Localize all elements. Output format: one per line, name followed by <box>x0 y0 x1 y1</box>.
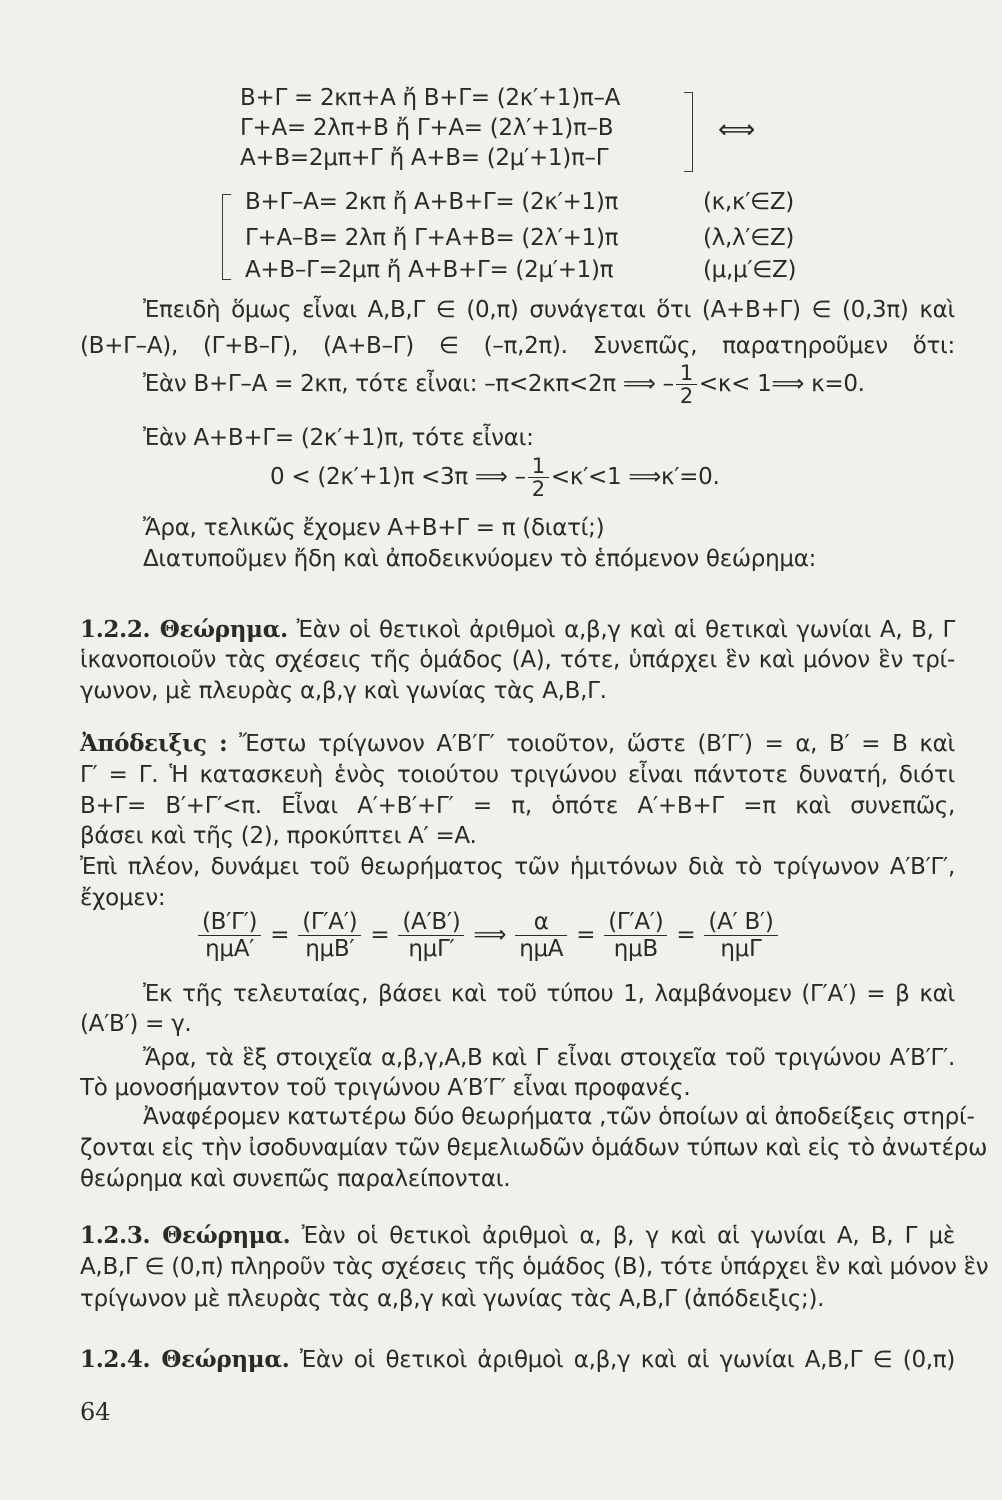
op-1: = <box>270 922 290 948</box>
frac-1: $\frac{(B'\Gamma')}{\text{ημA′}}$ <box>198 909 261 962</box>
thm122-line-3: γωνον, μὲ πλευρὰς α,β,γ καὶ γωνίας τὰς A,B,Γ. <box>80 678 607 704</box>
proof-line-4: βάσει καὶ τῆς (2), προκύπτει A′ =A. <box>80 823 477 849</box>
left-brace <box>222 194 231 280</box>
thm123-line-3: τρίγωνον μὲ πλευρὰς τὰς α,β,γ καὶ γωνίας τὰς A,B,Γ (ἀπόδειξις;). <box>80 1286 825 1312</box>
conclusion: Ἄρα, τελικῶς ἔχομεν A+B+Γ = π (διατί;) <box>143 515 605 541</box>
right-brace <box>684 92 693 172</box>
proof-line-2: Γ′ = Γ. Ἡ κατασκευὴ ἑνὸς τοιούτου τριγώνου εἶναι πάντοτε δυνατή, διότι <box>80 762 955 788</box>
after-line-4: Τὸ μονοσήμαντον τοῦ τριγώνου A′B′Γ′ εἶναι προφανές. <box>80 1075 691 1101</box>
frac-6: $\frac{(A' B')}{\text{ημΓ}}$ <box>704 909 777 962</box>
proof-line-5: Ἐπὶ πλέον, δυνάμει τοῦ θεωρήματος τῶν ἡμιτόνων διὰ τὸ τρίγωνον A′B′Γ′, <box>80 854 955 880</box>
equivalence-arrow: ⟺ <box>718 115 755 145</box>
frac-3: $\frac{(A'B')}{\text{ημΓ′}}$ <box>398 909 464 962</box>
thm123-label: 1.2.3. Θεώρημα. <box>80 1222 291 1249</box>
op-2: = <box>370 922 390 948</box>
thm122-line-1: 1.2.2. Θεώρημα. Ἐὰν οἱ θετικοὶ ἀριθμοὶ α,β,γ καὶ αἱ θετικαὶ γωνίαι A, B, Γ <box>80 616 955 643</box>
op-4: = <box>576 922 596 948</box>
case2-left: 0 < (2κ′+1)π <3π ⟹ – <box>270 464 526 490</box>
after-line-2: (A′B′) = γ. <box>80 1011 192 1037</box>
system1-line-3: A+B=2μπ+Γ ἤ A+B= (2μ′+1)π–Γ <box>240 145 609 171</box>
frac-4: $\frac{\alpha}{\text{ημA}}$ <box>515 909 567 962</box>
after-line-1: Ἐκ τῆς τελευταίας, βάσει καὶ τοῦ τύπου 1, λαμβάνομεν (Γ′A′) = β καὶ <box>143 981 955 1007</box>
case2-right: <κ′<1 ⟹κ′=0. <box>550 464 720 490</box>
thm124-line-1: 1.2.4. Θεώρημα. Ἐὰν οἱ θετικοὶ ἀριθμοὶ α,β,γ καὶ αἱ γωνίαι A,B,Γ ∈ (0,π) <box>80 1346 956 1373</box>
after-line-3: Ἄρα, τὰ ἓξ στοιχεῖα α,β,γ,A,B καὶ Γ εἶναι στοιχεῖα τοῦ τριγώνου A′B′Γ′. <box>143 1045 955 1071</box>
intro-line: Διατυπoῦμεν ἤδη καὶ ἀποδεικνύομεν τὸ ἑπόμενον θεώρημα: <box>143 546 817 572</box>
proof-line-6: ἔχομεν: <box>80 885 166 911</box>
sine-rule-equation <box>196 909 780 962</box>
system2-line-3: A+B–Γ=2μπ ἤ A+B+Γ= (2μ′+1)π <box>245 257 614 283</box>
page-number: 64 <box>80 1398 111 1426</box>
after-line-6: ζονται εἰς τὴν ἰσοδυναμίαν τῶν θεμελιωδῶν ὁμάδων τύπων καὶ εἰς τὸ ἀνωτέρω <box>80 1135 988 1161</box>
condition-kappa: (κ,κ′∈Z) <box>703 189 794 215</box>
op-5: = <box>676 922 696 948</box>
system2-line-2: Γ+A–B= 2λπ ἤ Γ+A+B= (2λ′+1)π <box>245 225 619 251</box>
frac-2: $\frac{(\Gamma'A')}{\text{ημB′}}$ <box>298 909 361 962</box>
after-line-7: θεώρημα καὶ συνεπῶς παραλείπονται. <box>80 1166 511 1192</box>
frac-5: $\frac{(\Gamma'A')}{\text{ημB}}$ <box>604 909 667 962</box>
thm123-line-2: A,B,Γ ∈ (0,π) πληροῦν τὰς σχέσεις τῆς ὁμάδος (B), τότε ὑπάρχει ἓν καὶ μόνον ἓν <box>80 1254 989 1280</box>
system1-line-2: Γ+A= 2λπ+B ἤ Γ+A= (2λ′+1)π–B <box>240 115 614 141</box>
thm124-label: 1.2.4. Θεώρημα. <box>80 1346 290 1373</box>
case1-right: <κ< 1⟹ κ=0. <box>698 371 865 397</box>
condition-mu: (μ,μ′∈Z) <box>703 257 797 283</box>
condition-lambda: (λ,λ′∈Z) <box>703 225 795 251</box>
system2-line-1: B+Γ–A= 2κπ ἤ A+B+Γ= (2κ′+1)π <box>245 189 619 215</box>
para1-line-1: Ἐπειδὴ ὅμως εἶναι A,B,Γ ∈ (0,π) συνάγεται ὅτι (A+B+Γ) ∈ (0,3π) καὶ <box>143 297 955 323</box>
proof-label: Ἀπόδειξις : <box>80 730 228 757</box>
para1-line-2: (B+Γ–A), (Γ+B–Γ), (A+B–Γ) ∈ (–π,2π). Συνεπῶς, παρατηρoῦμεν ὅτι: <box>80 333 955 359</box>
case2-line: Ἐὰν A+B+Γ= (2κ′+1)π, τότε εἶναι: <box>143 425 534 451</box>
after-line-5: Ἀναφέρομεν κατωτέρω δύο θεωρήματα ,τῶν ὁποίων αἱ ἀποδείξεις στηρί- <box>143 1104 975 1130</box>
proof-line-1: Ἀπόδειξις : Ἔστω τρίγωνον A′B′Γ′ τοιοῦτον, ὥστε (B′Γ′) = α, B′ = B καὶ <box>80 730 955 757</box>
system1-line-1: B+Γ = 2κπ+A ἤ B+Γ= (2κ′+1)π–A <box>240 85 621 111</box>
thm122-label: 1.2.2. Θεώρημα. <box>80 616 288 643</box>
op-implies: ⟹ <box>473 922 507 948</box>
proof-line-3: B+Γ= B′+Γ′<π. Εἶναι A′+B′+Γ′ = π, ὁπότε A′+B+Γ =π καὶ συνεπῶς, <box>80 793 955 819</box>
fraction-half: $\frac{1}{2}$ <box>528 455 549 500</box>
thm122-line-2: ἱκανοποιοῦν τὰς σχέσεις τῆς ὁμάδος (A), τότε, ὑπάρχει ἓν καὶ μόνον ἓν τρί- <box>80 647 955 673</box>
thm123-line-1: 1.2.3. Θεώρημα. Ἐὰν οἱ θετικοὶ ἀριθμοὶ α, β, γ καὶ αἱ γωνίαι A, B, Γ μὲ <box>80 1222 955 1249</box>
case2-equation <box>270 455 720 500</box>
case1-equation <box>143 362 865 407</box>
case1-left: Ἐὰν B+Γ–A = 2κπ, τότε εἶναι: –π<2κπ<2π ⟹ – <box>143 371 674 397</box>
fraction-half: $\frac{1}{2}$ <box>676 362 697 407</box>
